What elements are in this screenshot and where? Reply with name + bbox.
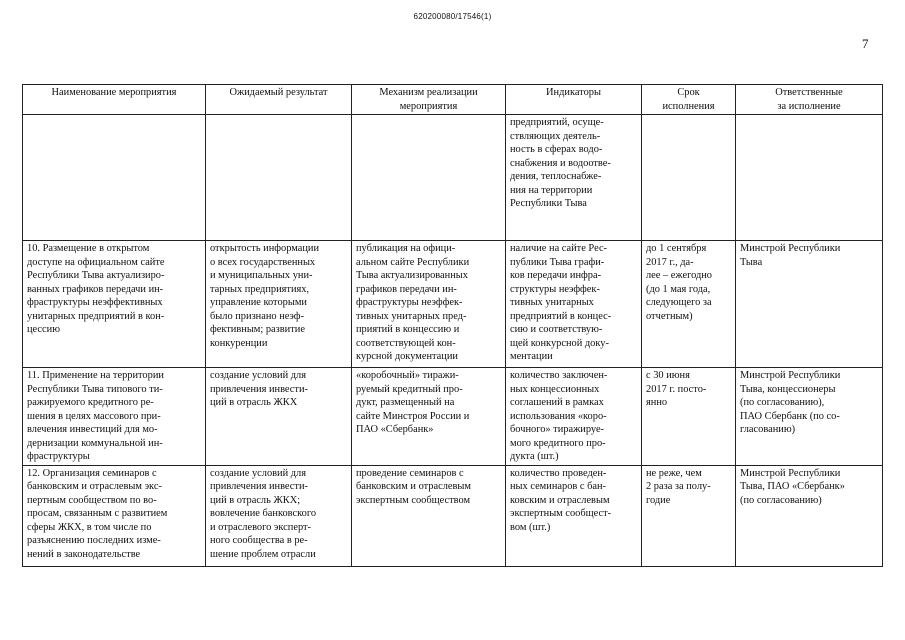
cell-mechanism <box>352 368 506 466</box>
cell-text-line: 11. Применение на территории <box>27 370 164 382</box>
cell-mechanism <box>352 115 506 241</box>
header-measure-name <box>23 85 206 115</box>
cell-indicators <box>506 465 642 566</box>
cell-text-line: (до 1 мая года, <box>646 283 711 295</box>
cell-indicators <box>506 241 642 368</box>
cell-text-line: соответствующей кон- <box>356 337 456 349</box>
cell-text-line: публикация на офици- <box>356 243 456 255</box>
cell-text-line: Республики Тыва актуализиро- <box>27 270 165 282</box>
header-expected-result <box>206 85 352 115</box>
cell-text-line: вом (шт.) <box>510 521 551 533</box>
cell-text-line: ния на территории <box>510 184 593 196</box>
cell-text-line: тивных унитарных пред- <box>356 310 467 322</box>
cell-text-line: ванных графиков передачи ин- <box>27 283 164 295</box>
cell-measure-name <box>23 241 206 368</box>
cell-text-line: ций в отрасль ЖКХ; <box>210 494 301 506</box>
cell-text-line: было признано неэф- <box>210 310 304 322</box>
cell-text-line: дукт, размещенный на <box>356 397 455 409</box>
cell-responsible <box>736 115 883 241</box>
cell-text-line: гласованию) <box>740 424 796 436</box>
cell-text-line: Наименование мероприятия <box>51 87 177 98</box>
cell-text-line: щей конкурсной доку- <box>510 337 609 349</box>
cell-expected-result <box>206 115 352 241</box>
cell-mechanism <box>352 241 506 368</box>
cell-text-line: разъяснению последних изме- <box>27 535 161 547</box>
cell-text-line: предприятий в концес- <box>510 310 612 322</box>
table-row <box>23 465 883 566</box>
cell-text-line: структуры неэффек- <box>510 283 600 295</box>
cell-text-line: янно <box>646 397 668 409</box>
cell-text-line: ражируемого кредитного ре- <box>27 397 154 409</box>
cell-text-line: открытость информации <box>210 243 320 255</box>
cell-text-line: создание условий для <box>210 370 307 382</box>
cell-text-line: шения в целях массового при- <box>27 410 161 422</box>
cell-text-line: не реже, чем <box>646 467 702 479</box>
cell-text-line: экспертным сообщест- <box>510 508 612 520</box>
cell-text-line: Республики Тыва типового ти- <box>27 383 163 395</box>
cell-text-line: Минстрой Республики <box>740 467 841 479</box>
cell-text-line: снабжения и водоотве- <box>510 157 611 169</box>
cell-text-line: количество проведен- <box>510 467 607 479</box>
cell-text-line: фективным; развитие <box>210 324 305 336</box>
page-number: 7 <box>862 36 869 51</box>
cell-text-line: Минстрой Республики <box>740 370 841 382</box>
cell-text-line: количество заключен- <box>510 370 608 382</box>
cell-text-line: графиков передачи ин- <box>356 283 457 295</box>
cell-text-line: о всех государственных <box>210 256 316 268</box>
cell-text-line: доступе на официальном сайте <box>27 256 165 268</box>
cell-text-line: ПАО Сбербанк (по со- <box>740 410 840 422</box>
cell-expected-result <box>206 465 352 566</box>
cell-text-line: тарных предприятиях, <box>210 283 310 295</box>
cell-text-line: ций в отрасль ЖКХ <box>210 397 298 409</box>
cell-measure-name <box>23 368 206 466</box>
measures-table <box>22 84 883 567</box>
cell-text-line: сию и соответствую- <box>510 324 603 336</box>
cell-text-line: лее – ежегодно <box>646 270 713 282</box>
cell-text-line: Тыва <box>740 256 763 268</box>
cell-responsible <box>736 368 883 466</box>
cell-text-line: и отраслевого эксперт- <box>210 521 312 533</box>
cell-text-line: создание условий для <box>210 467 307 479</box>
cell-text-line: конкуренции <box>210 337 268 349</box>
cell-text-line: Механизм реализации <box>379 87 478 98</box>
cell-text-line: нений в законодательстве <box>27 548 141 560</box>
cell-text-line: банковским и отраслевым <box>356 481 471 493</box>
cell-text-line: 2017 г., да- <box>646 256 694 268</box>
cell-text-line: 2017 г. посто- <box>646 383 707 395</box>
cell-text-line: отчетным) <box>646 310 693 322</box>
cell-text-line: 2 раза за полу- <box>646 481 711 493</box>
cell-text-line: Минстрой Республики <box>740 243 841 255</box>
cell-text-line: ных семинаров с бан- <box>510 481 607 493</box>
cell-text-line: курсной документации <box>356 351 458 363</box>
cell-mechanism <box>352 465 506 566</box>
cell-text-line: мероприятия <box>399 100 458 112</box>
cell-text-line: приятий в концессию и <box>356 324 460 336</box>
cell-text-line: шение проблем отрасли <box>210 548 316 560</box>
cell-text-line: Тыва актуализированных <box>356 270 468 282</box>
cell-text-line: 12. Организация семинаров с <box>27 467 157 479</box>
cell-text-line: Ответственные <box>775 87 843 98</box>
cell-text-line: тивных унитарных <box>510 297 594 309</box>
cell-text-line: дернизации коммунальной ин- <box>27 437 163 449</box>
cell-text-line: Срок <box>677 87 700 98</box>
cell-indicators <box>506 368 642 466</box>
cell-text-line: Ожидаемый результат <box>229 87 328 98</box>
cell-text-line: сферы ЖКХ, в том числе по <box>27 521 152 533</box>
cell-text-line: годие <box>646 494 671 506</box>
cell-text-line: фраструктуры неэффек- <box>356 297 463 309</box>
cell-text-line: бочного» тиражируе- <box>510 424 605 436</box>
cell-text-line: «коробочный» тиражи- <box>356 370 459 382</box>
table-row <box>23 368 883 466</box>
header-mechanism <box>352 85 506 115</box>
cell-text-line: (по согласованию) <box>740 494 822 506</box>
cell-text-line: с 30 июня <box>646 370 690 382</box>
cell-text-line: ность в сферах водо- <box>510 144 603 156</box>
cell-text-line: цессию <box>27 324 60 336</box>
header-responsible <box>736 85 883 115</box>
cell-deadline <box>642 241 736 368</box>
header-deadline <box>642 85 736 115</box>
cell-text-line: мого кредитного про- <box>510 437 606 449</box>
cell-responsible <box>736 465 883 566</box>
cell-text-line: (по согласованию), <box>740 397 825 409</box>
cell-text-line: унитарных предприятий в кон- <box>27 310 165 322</box>
cell-text-line: пертным сообществом по во- <box>27 494 157 506</box>
cell-text-line: Индикаторы <box>546 87 601 98</box>
cell-deadline <box>642 115 736 241</box>
cell-text-line: экспертным сообществом <box>356 494 471 506</box>
cell-deadline <box>642 368 736 466</box>
table-row <box>23 115 883 241</box>
cell-text-line: фраструктуры неэффективных <box>27 297 163 309</box>
document-id: 620200080/17546(1) <box>413 12 492 21</box>
cell-text-line: за исполнение <box>777 100 841 112</box>
cell-deadline <box>642 465 736 566</box>
cell-text-line: управление которыми <box>210 297 307 309</box>
table-header-row <box>23 85 883 115</box>
cell-text-line: до 1 сентября <box>646 243 707 255</box>
cell-text-line: дения, теплоснабже- <box>510 171 602 183</box>
cell-measure-name <box>23 115 206 241</box>
cell-text-line: фраструктуры <box>27 451 90 463</box>
cell-text-line: ков передачи инфра- <box>510 270 602 282</box>
cell-text-line: и муниципальных уни- <box>210 270 313 282</box>
cell-text-line: публики Тыва графи- <box>510 256 605 268</box>
cell-text-line: руемый кредитный про- <box>356 383 463 395</box>
cell-text-line: просам, связанным с развитием <box>27 508 168 520</box>
cell-text-line: соглашений в рамках <box>510 397 604 409</box>
cell-text-line: ПАО «Сбербанк» <box>356 424 434 436</box>
cell-text-line: ствляющих деятель- <box>510 130 601 142</box>
cell-text-line: сайте Минстроя России и <box>356 410 470 422</box>
cell-text-line: следующего за <box>646 297 712 309</box>
cell-text-line: привлечения инвести- <box>210 481 308 493</box>
cell-text-line: Республики Тыва <box>510 198 587 210</box>
cell-text-line: использования «коро- <box>510 410 607 422</box>
cell-text-line: предприятий, осуще- <box>510 117 604 129</box>
cell-responsible <box>736 241 883 368</box>
cell-text-line: привлечения инвести- <box>210 383 308 395</box>
cell-text-line: наличие на сайте Рес- <box>510 243 608 255</box>
cell-text-line: банковским и отраслевым экс- <box>27 481 162 493</box>
cell-text-line: ного сообщества в ре- <box>210 535 308 547</box>
cell-text-line: Тыва, концессионеры <box>740 383 836 395</box>
cell-text-line: проведение семинаров с <box>356 467 464 479</box>
header-indicators <box>506 85 642 115</box>
cell-measure-name <box>23 465 206 566</box>
cell-expected-result <box>206 241 352 368</box>
cell-indicators <box>506 115 642 241</box>
cell-expected-result <box>206 368 352 466</box>
cell-text-line: влечения инвестиций для мо- <box>27 424 158 436</box>
cell-text-line: альном сайте Республики <box>356 256 470 268</box>
cell-text-line: 10. Размещение в открытом <box>27 243 150 255</box>
cell-text-line: Тыва, ПАО «Сбербанк» <box>740 481 845 493</box>
table-row <box>23 241 883 368</box>
cell-text-line: ковским и отраслевым <box>510 494 610 506</box>
cell-text-line: исполнения <box>662 100 715 112</box>
cell-text-line: ментации <box>510 351 553 363</box>
cell-text-line: ных концессионных <box>510 383 600 395</box>
cell-text-line: дукта (шт.) <box>510 451 559 463</box>
cell-text-line: вовлечение банковского <box>210 508 317 520</box>
